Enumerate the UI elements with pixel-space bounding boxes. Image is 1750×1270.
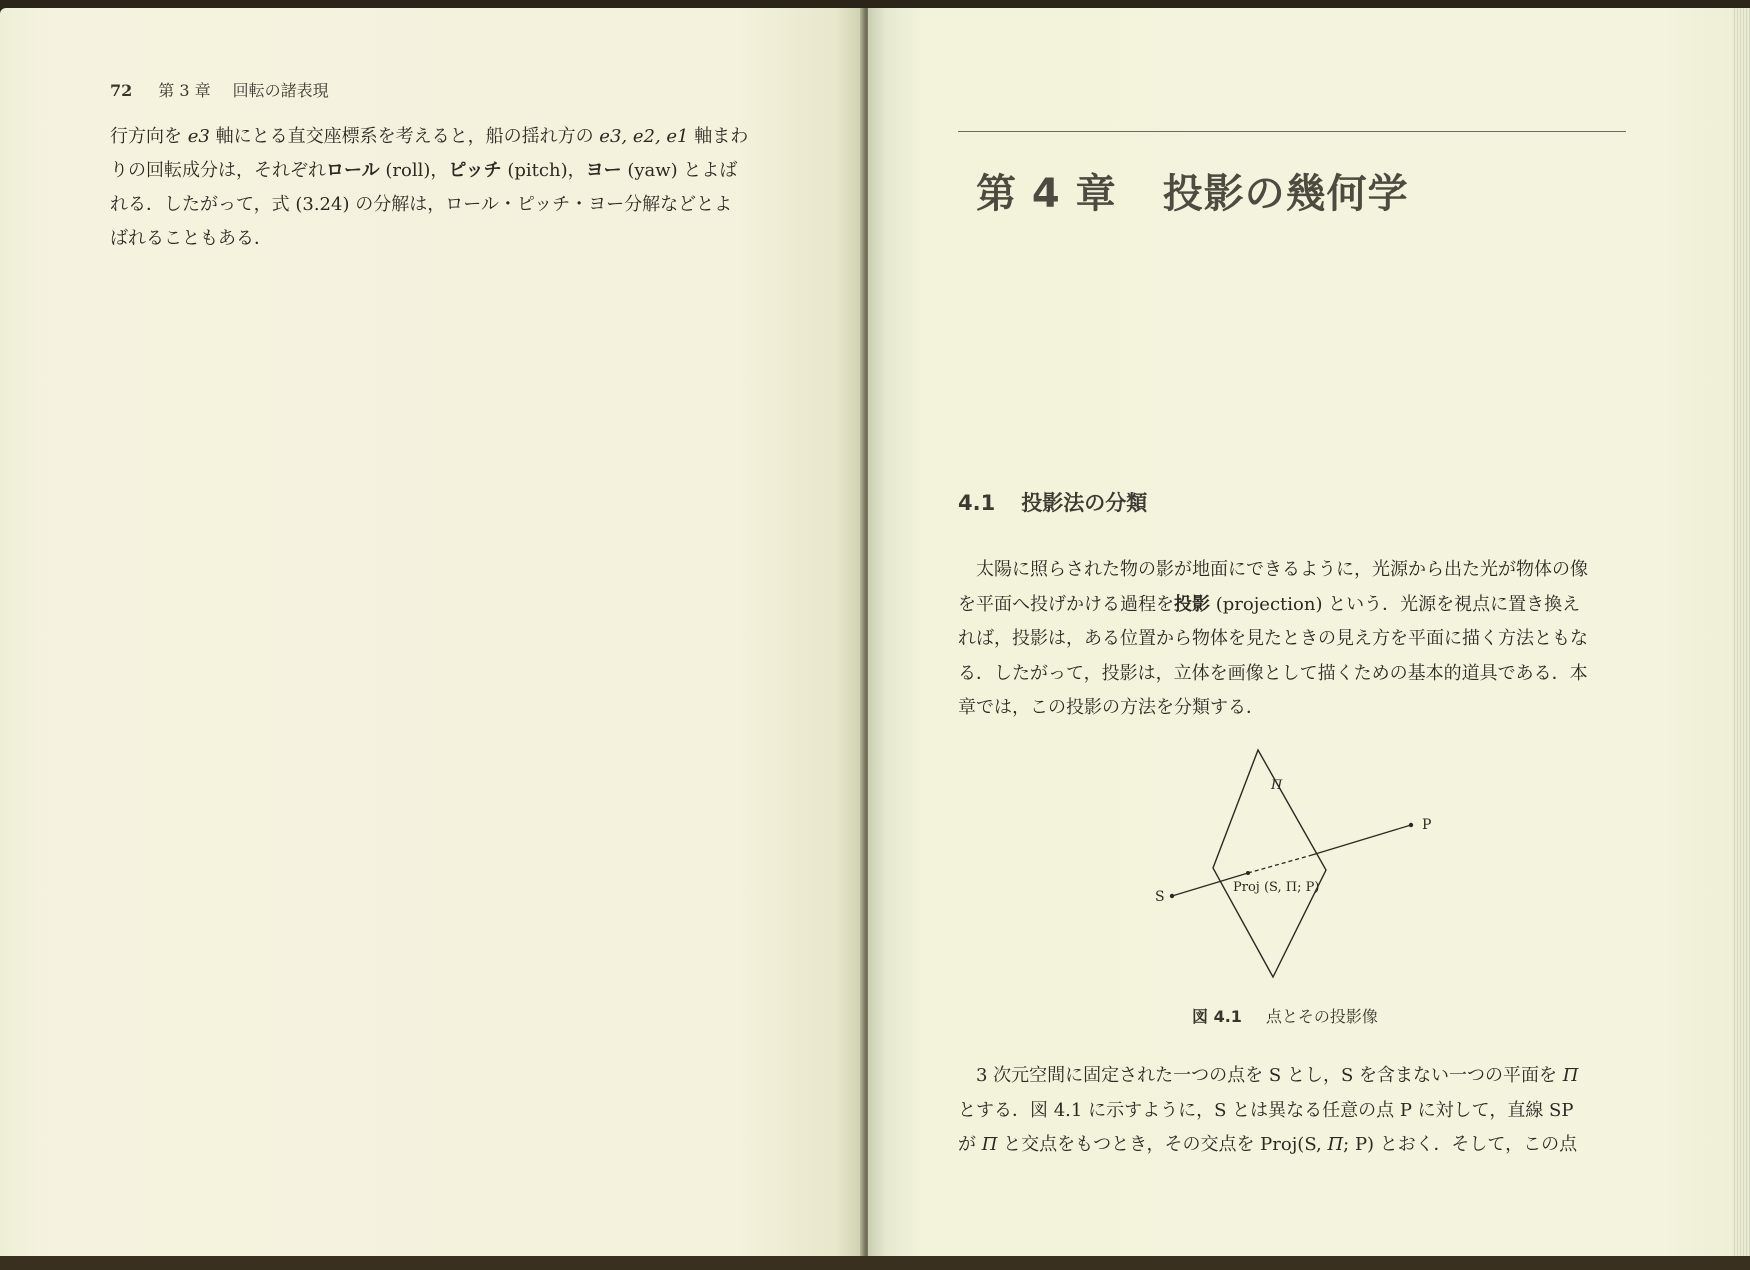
text-line: る．したがって，投影は，立体を画像として描くための基本的道具である．本 [958,662,1588,684]
text-span: (yaw) とよば [621,160,738,181]
math-span: Π [1327,1134,1344,1155]
text-span: ; P) とおく．そして，この点 [1343,1134,1578,1155]
text-line: 章では，この投影の方法を分類する． [958,697,1264,718]
point-p-label: P [1422,817,1432,833]
text-span: (projection) という．光源を視点に置き換え [1210,593,1581,615]
caption-text: 点とその投影像 [1265,1007,1378,1026]
text-line [958,588,1626,623]
text-span: と交点をもつとき，その交点を Proj(S, [997,1134,1328,1155]
text-span: 軸にとる直交座標系を考えると，船の揺れ方の [209,126,600,147]
caption-number: 図 4.1 [1192,1007,1242,1026]
text-span: 軸まわ [688,126,749,147]
plane-label: Π [1271,778,1283,793]
chapter-label: 第 4 章 [976,171,1117,217]
page-edges [1732,8,1750,1256]
running-title: 回転の諸表現 [232,81,329,100]
term-projection: 投影 [1174,593,1210,615]
page-number: 72 [110,81,133,100]
term-roll: ロール [326,160,380,181]
running-head [110,78,329,101]
left-body-text [110,120,778,256]
text-span: 3 次元空間に固定された一つの点を S とし，S を含まない一つの平面を [976,1065,1563,1086]
running-chapter: 第 3 章 [158,81,211,100]
text-span: (roll)， [379,160,449,181]
proj-point-dot [1246,871,1250,875]
paragraph-definition [958,1059,1626,1163]
ray-segment-hidden [1248,855,1312,873]
section-number: 4.1 [958,491,996,515]
chapter-rule [958,131,1626,132]
projection-plane [1213,750,1326,977]
section-title: 投影法の分類 [1021,491,1148,515]
math-span: e3, e2, e1 [599,126,689,147]
text-line: れば，投影は，ある位置から物体を見たときの見え方を平面に描く方法ともな [958,628,1588,649]
text-span: を平面へ投げかける過程を [958,593,1174,615]
math-span: Π [1562,1065,1579,1086]
figure-caption [1192,1004,1378,1027]
term-yaw: ヨー [585,160,622,181]
chapter-heading [976,162,1409,219]
point-s-dot [1170,894,1174,898]
text-line: 太陽に照らされた物の影が地面にできるように，光源から出た光が物体の像 [976,559,1588,580]
math-span: Π [981,1134,998,1155]
ray-segment-back [1312,825,1411,855]
text-line: とする．図 4.1 に示すように，S とは異なる任意の点 P に対して，直線 SP [958,1099,1574,1121]
chapter-title: 投影の幾何学 [1162,171,1409,217]
text-line [958,1059,1626,1094]
text-line: れる．したがって，式 (3.24) の分解は，ロール・ピッチ・ヨー分解などとよ [110,194,733,215]
point-s-label: S [1155,889,1165,905]
term-pitch: ピッチ [448,160,502,181]
text-span: 行方向を [110,126,188,147]
math-span: e3 [187,126,210,147]
projection-figure [1140,745,1460,985]
text-span: が [958,1134,982,1155]
text-line [110,154,778,188]
proj-label: Proj (S, Π; P) [1233,880,1320,895]
text-span: (pitch)， [501,160,586,181]
text-line [958,1128,1626,1163]
text-span: りの回転成分は，それぞれ [110,160,326,181]
section-heading [958,487,1147,517]
paragraph-intro [958,553,1626,726]
text-line: ばれることもある． [110,228,272,249]
point-p-dot [1409,823,1413,827]
text-line [110,120,778,154]
